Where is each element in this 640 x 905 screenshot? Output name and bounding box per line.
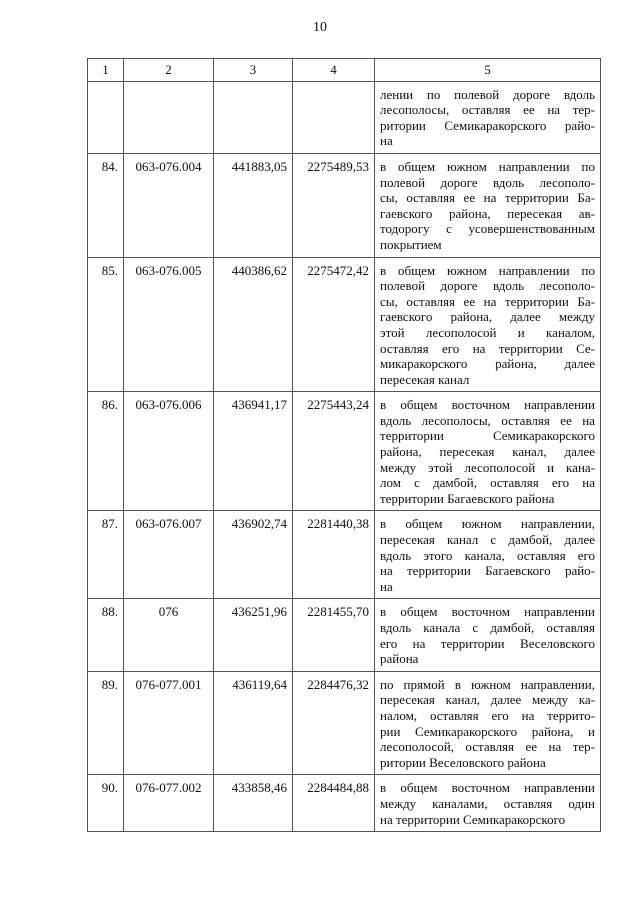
row-number: 86. — [88, 392, 124, 511]
desc-line: в общем южном направлении, — [380, 516, 595, 532]
desc-line: ритории Веселовского района — [380, 754, 546, 770]
table-row — [88, 257, 601, 392]
boundary-description — [375, 511, 601, 599]
col-header-5: 5 — [375, 59, 601, 82]
coord-y: 2275489,53 — [293, 153, 375, 257]
desc-line: района, пересекая канал, далее — [380, 444, 595, 460]
table-row — [88, 599, 601, 671]
point-code: 063-076.004 — [124, 153, 214, 257]
desc-line: пересекая канал, далее между ка- — [380, 692, 595, 708]
table-row — [88, 392, 601, 511]
col-header-3: 3 — [214, 59, 293, 82]
desc-line: налом, оставляя его на террито- — [380, 707, 595, 723]
desc-line: пересекая канал с дамбой, далее — [380, 532, 595, 548]
row-number: 87. — [88, 511, 124, 599]
desc-line: в общем южном направлении по — [380, 262, 595, 278]
coord-x: 436902,74 — [214, 511, 293, 599]
desc-line: района — [380, 651, 419, 667]
page-number: 10 — [313, 20, 327, 35]
col-header-1: 1 — [88, 59, 124, 82]
coord-x: 436119,64 — [214, 671, 293, 775]
desc-line: полевой дороге вдоль лесополо- — [380, 174, 595, 190]
boundary-description — [375, 392, 601, 511]
table-row — [88, 153, 601, 257]
desc-line: по прямой в южном направлении, — [380, 676, 595, 692]
desc-line: сы, оставляя ее на территории Ба- — [380, 190, 595, 206]
coord-y: 2275443,24 — [293, 392, 375, 511]
boundary-description — [375, 775, 601, 832]
desc-line: на — [380, 133, 393, 149]
coord-x: 436251,96 — [214, 599, 293, 671]
coord-x: 441883,05 — [214, 153, 293, 257]
desc-line: между этой лесополосой и кана- — [380, 459, 595, 475]
desc-line: территории Багаевского района — [380, 490, 555, 506]
desc-line: между каналами, оставляя один — [380, 795, 595, 811]
desc-line: в общем восточном направлении — [380, 397, 595, 413]
desc-line: лении по полевой дороге вдоль — [380, 86, 595, 102]
continuation-description — [375, 81, 601, 153]
desc-line: вдоль канала с дамбой, оставляя — [380, 620, 595, 635]
desc-line: лесополосы, оставляя ее на тер- — [380, 102, 595, 118]
desc-line: в общем южном направлении по — [380, 158, 595, 174]
row-number: 89. — [88, 671, 124, 775]
coord-y: 2284476,32 — [293, 671, 375, 775]
table-row — [88, 671, 601, 775]
col-header-4: 4 — [293, 59, 375, 82]
desc-line: в общем восточном направлении — [380, 780, 595, 796]
desc-line: рии Семикаракорского района, и — [380, 723, 595, 739]
row-number: 90. — [88, 775, 124, 832]
desc-line: полевой дороге вдоль лесополо- — [380, 278, 595, 294]
desc-line: на территории Семикаракорского — [380, 811, 566, 827]
cell-empty — [88, 81, 124, 153]
point-code: 063-076.006 — [124, 392, 214, 511]
coord-x: 433858,46 — [214, 775, 293, 832]
coord-x: 440386,62 — [214, 257, 293, 392]
desc-line: на — [380, 578, 393, 594]
desc-line: ритории Семикаракорского райо- — [380, 117, 595, 133]
desc-line: сы, оставляя ее на территории Ба- — [380, 293, 595, 309]
point-code: 076 — [124, 599, 214, 671]
coord-y: 2284484,88 — [293, 775, 375, 832]
desc-line: микаракорского района, далее — [380, 356, 595, 372]
point-code: 063-076.005 — [124, 257, 214, 392]
desc-line: гаевского района, пересекая ав- — [380, 205, 595, 221]
desc-line: оставляя его на территории Се- — [380, 340, 595, 356]
boundary-description — [375, 257, 601, 392]
desc-line: территории Семикаракорского — [380, 428, 595, 444]
boundary-description — [375, 671, 601, 775]
point-code: 076-077.002 — [124, 775, 214, 832]
cell-empty — [293, 81, 375, 153]
point-code: 063-076.007 — [124, 511, 214, 599]
boundary-description — [375, 153, 601, 257]
row-number: 88. — [88, 599, 124, 671]
desc-line: гаевского района, далее между — [380, 309, 595, 325]
desc-line: этой лесополосой и каналом, — [380, 324, 595, 340]
desc-line: в общем восточном направлении — [380, 604, 595, 620]
boundary-description — [375, 599, 601, 671]
desc-line: на территории Багаевского райо- — [380, 563, 595, 579]
desc-line: тодорогу с усовершенствованным — [380, 221, 595, 237]
desc-line: вдоль лесополосы, оставляя ее на — [380, 412, 595, 428]
cell-empty — [124, 81, 214, 153]
desc-line: лесополосой, оставляя ее на тер- — [380, 739, 595, 755]
row-number: 85. — [88, 257, 124, 392]
point-code: 076-077.001 — [124, 671, 214, 775]
continuation-row — [88, 81, 601, 153]
col-header-2: 2 — [124, 59, 214, 82]
desc-line: его на территории Веселовского — [380, 635, 595, 651]
desc-line: пересекая канал — [380, 371, 470, 387]
table-row — [88, 775, 601, 832]
desc-line: лом с дамбой, оставляя его на — [380, 475, 595, 491]
desc-line: покрытием — [380, 236, 442, 252]
coord-y: 2275472,42 — [293, 257, 375, 392]
desc-line: вдоль этого канала, оставляя его — [380, 547, 595, 563]
coord-x: 436941,17 — [214, 392, 293, 511]
cell-empty — [214, 81, 293, 153]
table-header-row — [88, 59, 601, 82]
boundary-table — [87, 58, 601, 832]
coord-y: 2281440,38 — [293, 511, 375, 599]
table-row — [88, 511, 601, 599]
row-number: 84. — [88, 153, 124, 257]
coord-y: 2281455,70 — [293, 599, 375, 671]
